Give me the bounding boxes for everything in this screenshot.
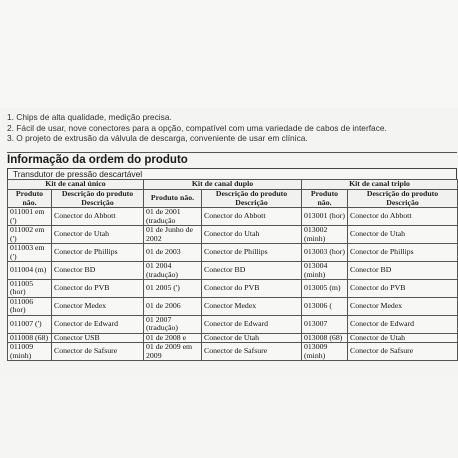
table-row bbox=[8, 262, 458, 280]
table-row bbox=[8, 208, 458, 226]
description-cell: Conector de Safsure bbox=[52, 343, 144, 361]
product-no-cell: 011001 em (') bbox=[8, 208, 52, 226]
group-header-row bbox=[8, 180, 458, 190]
description-cell: Conector BD bbox=[348, 262, 458, 280]
product-no-cell: 01 2005 (') bbox=[144, 280, 202, 298]
description-cell: Conector de Edward bbox=[52, 315, 144, 333]
col-header-description: Descrição do produto Descrição bbox=[348, 190, 458, 208]
description-cell: Conector Medex bbox=[202, 297, 302, 315]
section-divider bbox=[7, 152, 457, 153]
table-row bbox=[8, 244, 458, 262]
blank-top-area bbox=[0, 0, 458, 108]
description-cell: Conector de Safsure bbox=[348, 343, 458, 361]
description-cell: Conector de Utah bbox=[52, 226, 144, 244]
description-cell: Conector do Abbott bbox=[348, 208, 458, 226]
product-no-cell: 013004 (minh) bbox=[302, 262, 348, 280]
product-no-cell: 011006 (hor) bbox=[8, 297, 52, 315]
table-row bbox=[8, 297, 458, 315]
table-row bbox=[8, 333, 458, 342]
product-no-cell: 011007 (') bbox=[8, 315, 52, 333]
product-no-cell: 013007 bbox=[302, 315, 348, 333]
product-no-cell: 013002 (minh) bbox=[302, 226, 348, 244]
product-no-cell: 013008 (68) bbox=[302, 333, 348, 342]
description-cell: Conector do Abbott bbox=[202, 208, 302, 226]
product-no-cell: 01 2007 (tradução) bbox=[144, 315, 202, 333]
column-header-row bbox=[8, 190, 458, 208]
product-no-cell: 01 2004 (tradução) bbox=[144, 262, 202, 280]
col-header-description: Descrição do produto Descrição bbox=[52, 190, 144, 208]
group-header-triple: Kit de canal triplo bbox=[302, 180, 458, 190]
feature-item: 1. Chips de alta qualidade, medição precisa. bbox=[7, 112, 172, 122]
product-no-cell: 01 de 2008 e bbox=[144, 333, 202, 342]
description-cell: Conector do Abbott bbox=[52, 208, 144, 226]
table-caption: Transdutor de pressão descartável bbox=[7, 168, 457, 179]
product-no-cell: 013006 ( bbox=[302, 297, 348, 315]
product-no-cell: 013003 (hor) bbox=[302, 244, 348, 262]
description-cell: Conector de Safsure bbox=[202, 343, 302, 361]
col-header-description: Descrição do produto Descrição bbox=[202, 190, 302, 208]
product-no-cell: 01 de 2009 em 2009 bbox=[144, 343, 202, 361]
table-row bbox=[8, 280, 458, 298]
description-cell: Conector do PVB bbox=[202, 280, 302, 298]
product-no-cell: 01 de 2003 bbox=[144, 244, 202, 262]
col-header-product-no: Produto não. bbox=[302, 190, 348, 208]
order-table bbox=[7, 179, 458, 361]
col-header-product-no: Produto não. bbox=[8, 190, 52, 208]
feature-item: 2. Fácil de usar, nove conectores para a opção, compatível com uma variedade de cabos de interface. bbox=[7, 122, 387, 133]
product-no-cell: 011005 (hor) bbox=[8, 280, 52, 298]
description-cell: Conector do Utah bbox=[202, 226, 302, 244]
description-cell: Conector Medex bbox=[348, 297, 458, 315]
product-no-cell: 013001 (hor) bbox=[302, 208, 348, 226]
product-no-cell: 01 de 2001 (tradução bbox=[144, 208, 202, 226]
feature-item: 3. O projeto de extrusão da válvula de descarga, conveniente de usar em clínica. bbox=[7, 133, 308, 144]
table-row bbox=[8, 343, 458, 361]
description-cell: Conector de Edward bbox=[202, 315, 302, 333]
description-cell: Conector do PVB bbox=[348, 280, 458, 298]
product-no-cell: 013009 (minh) bbox=[302, 343, 348, 361]
description-cell: Conector Medex bbox=[52, 297, 144, 315]
product-no-cell: 01 de 2006 bbox=[144, 297, 202, 315]
description-cell: Conector de Utah bbox=[348, 333, 458, 342]
table-row bbox=[8, 226, 458, 244]
description-cell: Conector de Utah bbox=[348, 226, 458, 244]
description-cell: Conector de Phillips bbox=[52, 244, 144, 262]
description-cell: Conector de Phillips bbox=[348, 244, 458, 262]
product-no-cell: 01 de Junho de 2002 bbox=[144, 226, 202, 244]
description-cell: Conector BD bbox=[52, 262, 144, 280]
product-no-cell: 013005 (m) bbox=[302, 280, 348, 298]
product-no-cell: 011003 em (') bbox=[8, 244, 52, 262]
description-cell: Conector de Utah bbox=[202, 333, 302, 342]
product-no-cell: 011009 (minh) bbox=[8, 343, 52, 361]
blank-bottom-area bbox=[0, 370, 458, 458]
feature-list bbox=[7, 112, 387, 144]
description-cell: Conector USB bbox=[52, 333, 144, 342]
product-no-cell: 011004 (m) bbox=[8, 262, 52, 280]
description-cell: Conector de Edward bbox=[348, 315, 458, 333]
group-header-single: Kit de canal único bbox=[8, 180, 144, 190]
product-no-cell: 011002 em (') bbox=[8, 226, 52, 244]
order-table-container bbox=[7, 168, 457, 361]
description-cell: Conector BD bbox=[202, 262, 302, 280]
product-no-cell: 011008 (68) bbox=[8, 333, 52, 342]
table-row bbox=[8, 315, 458, 333]
col-header-product-no: Produto não. bbox=[144, 190, 202, 208]
description-cell: Conector de Phillips bbox=[202, 244, 302, 262]
group-header-double: Kit de canal duplo bbox=[144, 180, 302, 190]
description-cell: Conector do PVB bbox=[52, 280, 144, 298]
section-title: Informação da ordem do produto bbox=[7, 154, 188, 166]
